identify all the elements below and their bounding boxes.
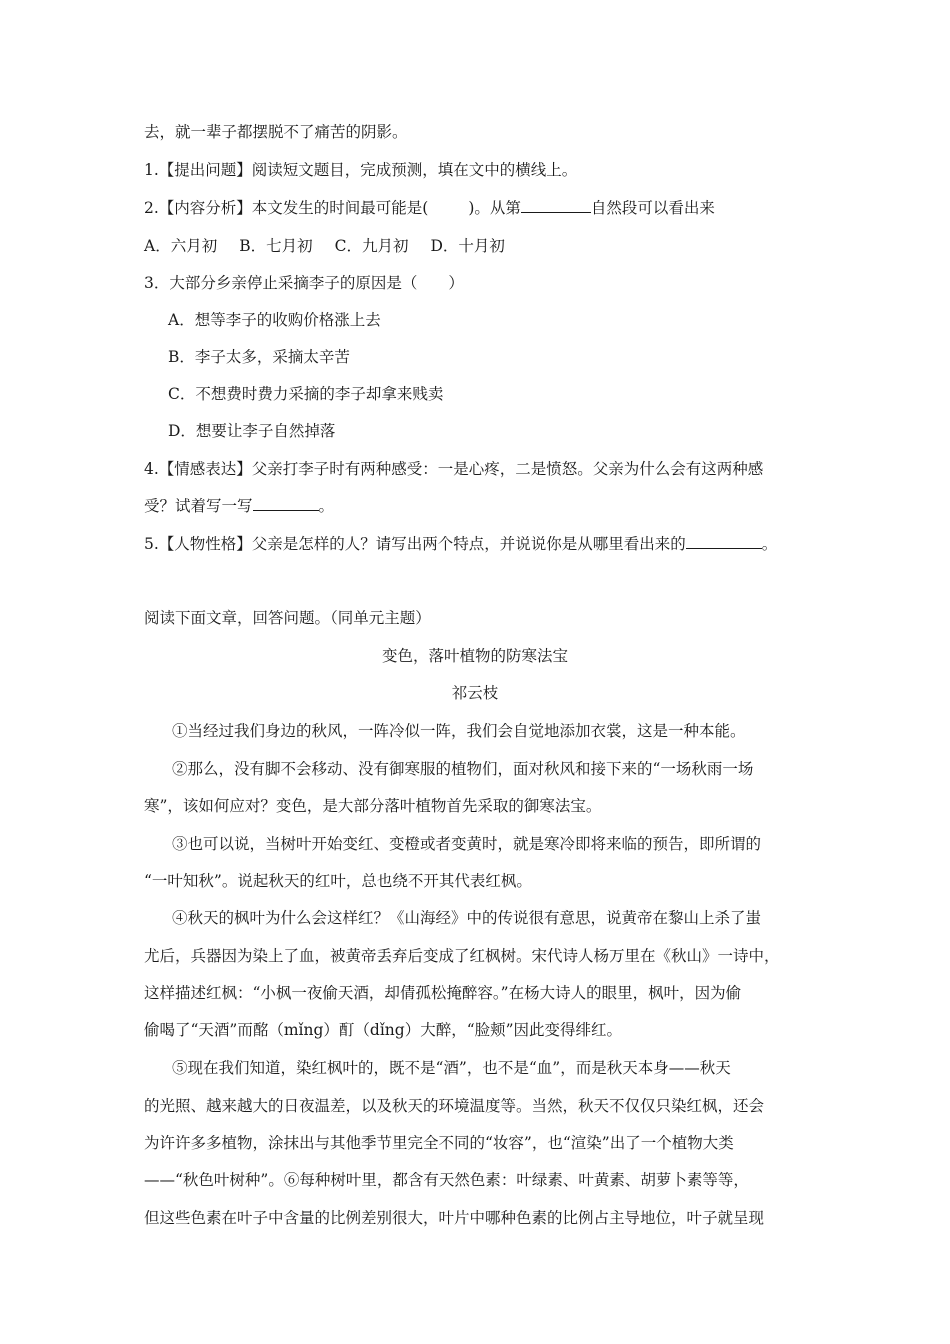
question-4-line-2 [144,496,334,516]
paragraph-2-line-2: 寒”，该如何应对？变色，是大部分落叶植物首先采取的御寒法宝。 [144,797,602,815]
answer-blank[interactable] [253,496,319,511]
question-2-options [144,236,527,256]
paragraph-4-line-4: 偷喝了“天酒”而酩（mǐng）酊（dǐng）大醉，“脸颊”因此变得绯红。 [144,1021,623,1039]
question-2-part-b: )。从第 [468,199,521,217]
paragraph-3-line-1: ③也可以说，当树叶开始变红、变橙或者变黄时，就是寒冷即将来临的预告，即所谓的 [172,835,762,853]
question-2-part-c: 自然段可以看出来 [590,199,715,217]
paragraph-4-line-2: 尤后，兵器因为染上了血，被黄帝丢弃后变成了红枫树。宋代诗人杨万里在《秋山》一诗中， [144,947,780,965]
paragraph-5-line-4: ——“秋色叶树种”。⑥每种树叶里，都含有天然色素：叶绿素、叶黄素、胡萝卜素等等， [144,1171,749,1189]
paragraph-4-line-1: ④秋天的枫叶为什么会这样红？《山海经》中的传说很有意思，说黄帝在黎山上杀了蚩 [172,909,762,927]
paragraph-1: ①当经过我们身边的秋风，一阵冷似一阵，我们会自觉地添加衣裳，这是一种本能。 [172,722,746,740]
paragraph-2-line-1: ②那么，没有脚不会移动、没有御寒服的植物们，面对秋风和接下来的“一场秋雨一场 [172,760,754,778]
question-5-end: 。 [761,535,778,553]
answer-blank[interactable] [686,534,762,549]
question-5-text: 5.【人物性格】父亲是怎样的人？请写出两个特点，并说说你是从哪里看出来的 [144,535,686,553]
paragraph-3-line-2: “一叶知秋”。说起秋天的红叶，总也绕不开其代表红枫。 [144,872,532,890]
paragraph-5-line-1: ⑤现在我们知道，染红枫叶的，既不是“酒”，也不是“血”，而是秋天本身——秋天 [172,1059,731,1077]
option-c[interactable]: C．九月初 [334,237,409,255]
story-ending-text: 去，就一辈子都摆脱不了痛苦的阴影。 [144,123,408,141]
question-2 [144,198,715,218]
question-4-line-1: 4.【情感表达】父亲打李子时有两种感受：一是心疼，二是愤怒。父亲为什么会有这两种感 [144,460,764,478]
article-author: 祁云枝 [451,684,499,702]
question-3-option-a[interactable]: A．想等李子的收购价格涨上去 [168,311,381,329]
question-2-part-a: 2.【内容分析】本文发生的时间最可能是( [144,199,429,217]
option-a[interactable]: A．六月初 [144,237,218,255]
option-d[interactable]: D．十月初 [430,237,505,255]
question-3-option-b[interactable]: B．李子太多，采摘太辛苦 [168,348,350,366]
paragraph-4-line-3: 这样描述红枫：“小枫一夜偷天酒，却倩孤松掩醉容。”在杨大诗人的眼里，枫叶，因为偷 [144,984,742,1002]
question-1: 1.【提出问题】阅读短文题目，完成预测，填在文中的横线上。 [144,161,578,179]
paragraph-5-line-3: 为许许多多植物，涂抹出与其他季节里完全不同的“妆容”，也“渲染”出了一个植物大类 [144,1134,734,1152]
question-4-end: 。 [318,497,335,515]
paragraph-number-blank[interactable] [521,198,591,213]
question-5 [144,534,777,554]
question-4-text: 受？试着写一写 [144,497,253,515]
reading-intro: 阅读下面文章，回答问题。（同单元主题） [144,609,431,627]
paragraph-5-line-2: 的光照、越来越大的日夜温差，以及秋天的环境温度等。当然，秋天不仅仅只染红枫，还会 [144,1097,765,1115]
question-3-option-c[interactable]: C．不想费时费力采摘的李子却拿来贱卖 [168,385,444,403]
question-3-option-d[interactable]: D．想要让李子自然掉落 [168,422,336,440]
question-3: 3．大部分乡亲停止采摘李子的原因是（ ） [144,274,464,292]
option-b[interactable]: B．七月初 [239,237,313,255]
paragraph-5-line-5: 但这些色素在叶子中含量的比例差别很大，叶片中哪种色素的比例占主导地位，叶子就呈现 [144,1209,765,1227]
article-title: 变色，落叶植物的防寒法宝 [381,647,568,665]
